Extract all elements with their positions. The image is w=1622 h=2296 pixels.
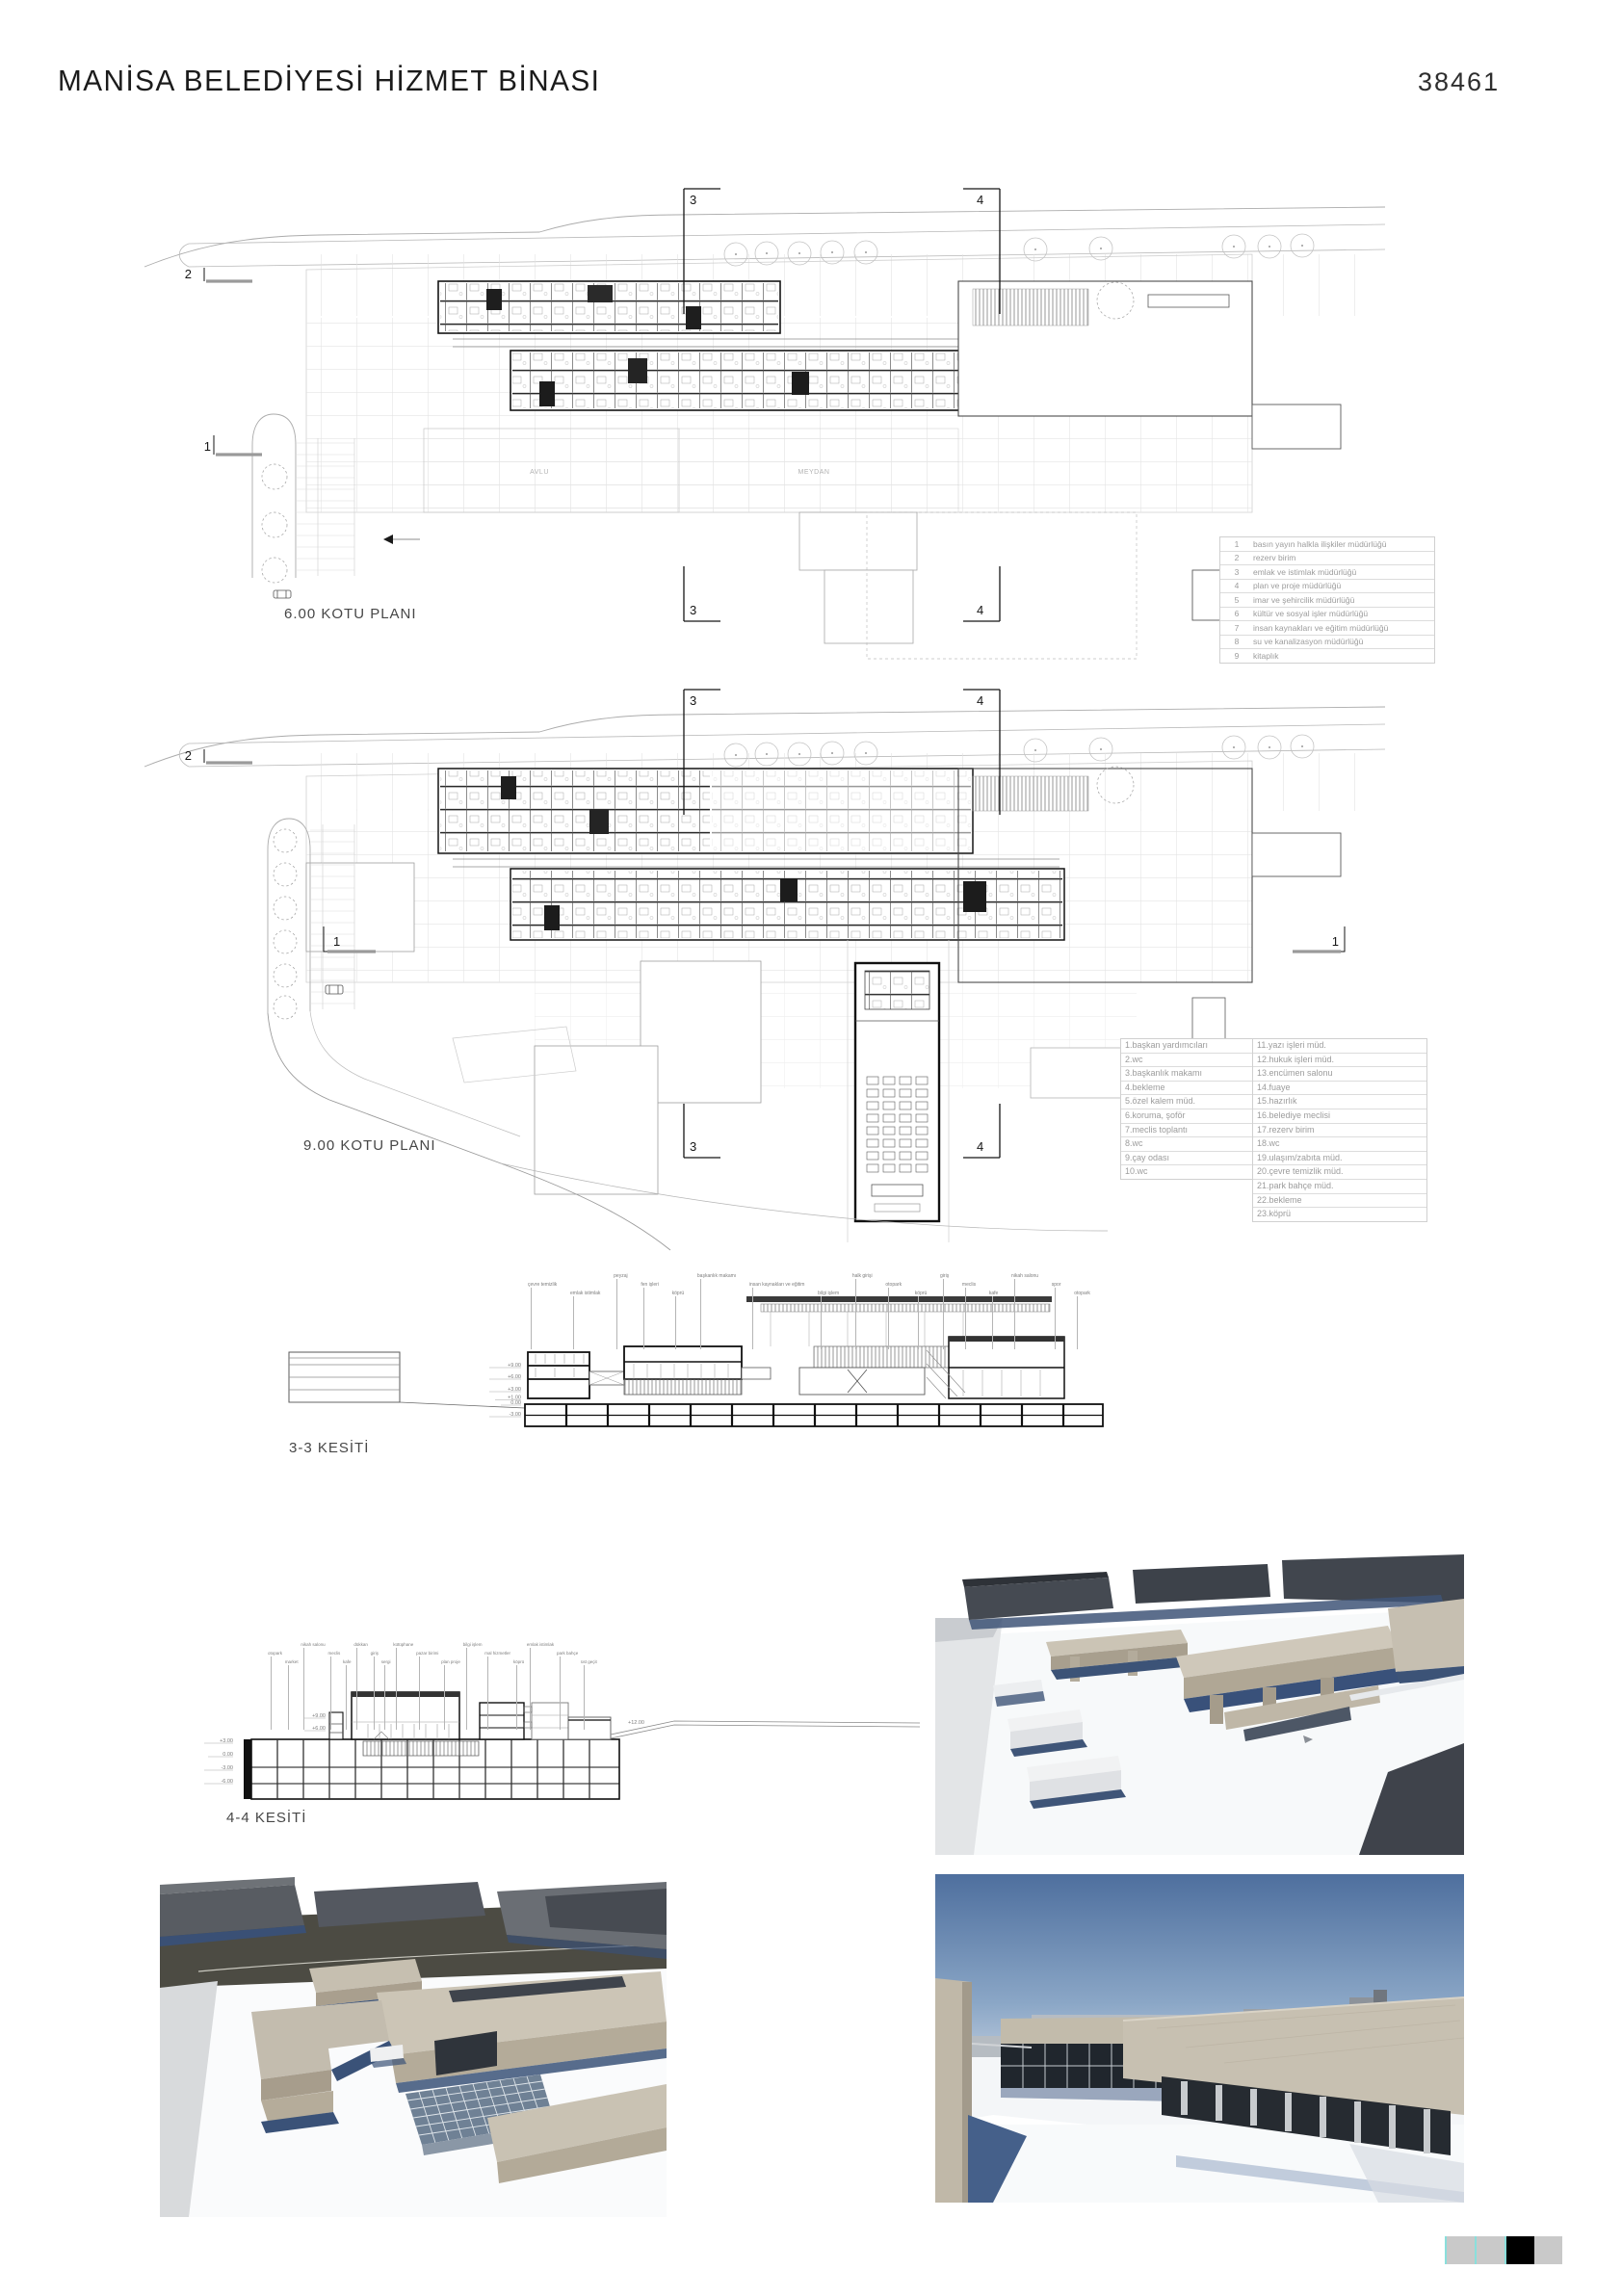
section-callout: nikah salonu xyxy=(301,1643,325,1730)
legend-row: 6.koruma, şoför xyxy=(1121,1109,1253,1124)
legend-row: 14.fuaye xyxy=(1253,1082,1426,1096)
leader-line xyxy=(1014,1279,1015,1349)
s33-elevation-block xyxy=(289,1352,525,1408)
legend-row-number: 9 xyxy=(1234,650,1240,661)
car-icon xyxy=(274,590,291,598)
marker-3-bottom: 3 xyxy=(690,603,697,617)
legend-row-number: 6 xyxy=(1234,609,1240,619)
leader-line xyxy=(855,1279,856,1349)
legend-row: 22.bekleme xyxy=(1253,1194,1426,1209)
marker-2: 2 xyxy=(184,267,192,281)
legend-row-number: 4 xyxy=(1234,581,1240,591)
leader-line xyxy=(374,1657,375,1731)
legend-row: 9.çay odası xyxy=(1121,1152,1253,1166)
leader-line xyxy=(396,1648,397,1731)
legend-row: 8.wc xyxy=(1121,1137,1253,1152)
marker-1-right: 1 xyxy=(1331,934,1339,949)
leader-line xyxy=(1055,1288,1056,1349)
svg-text:-3.00: -3.00 xyxy=(509,1412,521,1418)
leader-line xyxy=(616,1279,617,1349)
leader-line xyxy=(675,1296,676,1349)
leader-line xyxy=(330,1657,331,1731)
section-callout: market xyxy=(285,1643,299,1730)
legend-row: 1.başkan yardımcıları xyxy=(1121,1039,1253,1054)
marker-4-bottom: 4 xyxy=(977,1139,984,1154)
legend-row: 7.meclis toplantı xyxy=(1121,1124,1253,1138)
legend-row xyxy=(1220,565,1434,580)
section-4-4-callouts xyxy=(268,1643,597,1730)
legend-row-label: imar ve şehircilik müdürlüğü xyxy=(1253,594,1355,605)
svg-text:-3.00: -3.00 xyxy=(221,1765,233,1771)
section-3-3-label: 3-3 KESİTİ xyxy=(289,1440,370,1456)
legend-row-number: 7 xyxy=(1234,622,1240,633)
section-callout: nikah salonu xyxy=(1011,1274,1038,1349)
legend-row-label: kitaplık xyxy=(1253,650,1279,661)
legend-row-label: kültür ve sosyal işler müdürlüğü xyxy=(1253,609,1369,619)
legend-row-number: 3 xyxy=(1234,566,1240,577)
svg-text:0.00: 0.00 xyxy=(222,1752,233,1758)
marker-1-left: 1 xyxy=(333,934,341,949)
leader-line xyxy=(560,1657,561,1731)
section-callout: sergi xyxy=(381,1643,391,1730)
leader-line xyxy=(531,1288,532,1349)
render-aerial-skylight xyxy=(160,1877,667,2217)
legend-row: 12.hukuk işleri müd. xyxy=(1253,1054,1426,1068)
svg-text:+9.00: +9.00 xyxy=(508,1363,521,1369)
leader-line xyxy=(346,1665,347,1731)
legend-row-label: su ve kanalizasyon müdürlüğü xyxy=(1253,637,1364,647)
legend-row: 3.başkanlık makamı xyxy=(1121,1067,1253,1082)
marker-4-bottom: 4 xyxy=(977,603,984,617)
section-callout: üst geçit xyxy=(581,1643,597,1730)
section-callout: peyzaj xyxy=(614,1274,627,1349)
legend-row-number: 8 xyxy=(1234,637,1240,647)
legend-row xyxy=(1220,649,1434,663)
leader-line xyxy=(943,1279,944,1349)
legend-plan-9-right xyxy=(1252,1038,1427,1222)
page-title: MANİSA BELEDİYESİ HİZMET BİNASI xyxy=(58,64,601,97)
leader-line xyxy=(516,1665,517,1731)
render-perspective xyxy=(935,1874,1464,2203)
legend-row: 20.çevre temizlik müd. xyxy=(1253,1165,1426,1180)
legend-row: 19.ulaşım/zabıta müd. xyxy=(1253,1152,1426,1166)
plan6-label: 6.00 KOTU PLANI xyxy=(284,606,417,622)
svg-text:+9.00: +9.00 xyxy=(312,1713,326,1719)
leader-line xyxy=(752,1288,753,1349)
section-callout: kafe xyxy=(343,1643,352,1730)
section-callout: pazar birimi xyxy=(416,1643,438,1730)
marker-4-top: 4 xyxy=(977,193,984,207)
section-callout: park bahçe xyxy=(557,1643,578,1730)
leader-line xyxy=(288,1665,289,1731)
section-callout: otopark xyxy=(1074,1274,1090,1349)
s33-levels xyxy=(489,1363,521,1418)
legend-row xyxy=(1220,608,1434,622)
plaza-label: MEYDAN xyxy=(798,469,830,476)
leader-line xyxy=(888,1288,889,1349)
section-callout: spor xyxy=(1052,1274,1061,1349)
svg-text:+3.00: +3.00 xyxy=(508,1387,521,1393)
legend-row-label: plan ve proje müdürlüğü xyxy=(1253,581,1342,591)
leader-line xyxy=(918,1296,919,1349)
leader-line xyxy=(643,1288,644,1349)
legend-plan-9-left xyxy=(1120,1038,1254,1180)
svg-text:0.00: 0.00 xyxy=(510,1400,521,1406)
leader-line xyxy=(821,1296,822,1349)
section-callout: bilgi işlem xyxy=(818,1274,839,1349)
swatch-2 xyxy=(1475,2236,1504,2264)
legend-row xyxy=(1220,552,1434,566)
sheet-number: 38461 xyxy=(1418,67,1501,96)
leader-line xyxy=(466,1648,467,1731)
legend-row: 13.encümen salonu xyxy=(1253,1067,1426,1082)
leader-line xyxy=(356,1648,357,1731)
swatch-4 xyxy=(1534,2236,1562,2264)
leader-line xyxy=(271,1657,272,1731)
leader-line xyxy=(700,1279,701,1349)
legend-row xyxy=(1220,621,1434,636)
section-callout: halk girişi xyxy=(852,1274,873,1349)
section-callout: emlak istimlak xyxy=(570,1274,600,1349)
courtyard-label: AVLU xyxy=(530,469,549,476)
car-icon xyxy=(326,985,343,994)
section-callout: otopark xyxy=(268,1643,282,1730)
legend-row xyxy=(1220,537,1434,552)
section-callout: kütüphane xyxy=(393,1643,413,1730)
legend-row-label: rezerv birim xyxy=(1253,553,1296,563)
color-swatches xyxy=(1445,2236,1562,2264)
legend-row: 21.park bahçe müd. xyxy=(1253,1180,1426,1194)
marker-4-top: 4 xyxy=(977,693,984,708)
section-callout: fen işleri xyxy=(641,1274,659,1349)
leader-line xyxy=(419,1657,420,1731)
leader-line xyxy=(584,1665,585,1731)
leader-line xyxy=(992,1296,993,1349)
leader-line xyxy=(444,1665,445,1731)
legend-row: 11.yazı işleri müd. xyxy=(1253,1039,1426,1054)
legend-row-label: emlak ve istimlak müdürlüğü xyxy=(1253,566,1357,577)
section-callout: çevre temizlik xyxy=(528,1274,557,1349)
marker-2: 2 xyxy=(184,748,192,763)
leader-line xyxy=(303,1648,304,1731)
svg-text:+3.00: +3.00 xyxy=(220,1738,233,1744)
section-callout: köprü xyxy=(672,1274,685,1349)
legend-row: 23.köprü xyxy=(1257,1209,1292,1219)
leader-line xyxy=(965,1288,966,1349)
section-3-3-callouts xyxy=(528,1274,1090,1349)
leader-line xyxy=(530,1648,531,1731)
ramp-level-label: +12.00 xyxy=(628,1720,644,1726)
section-4-4-label: 4-4 KESİTİ xyxy=(226,1810,307,1826)
legend-row xyxy=(1220,580,1434,594)
legend-row: 17.rezerv birim xyxy=(1253,1124,1426,1138)
section-callout: giriş xyxy=(371,1643,379,1730)
marker-1: 1 xyxy=(203,439,211,454)
legend-row xyxy=(1220,636,1434,650)
marker-3-top: 3 xyxy=(690,693,697,708)
legend-row-number: 2 xyxy=(1234,553,1240,563)
council-hall xyxy=(848,940,949,1242)
legend-row: 15.hazırlık xyxy=(1253,1095,1426,1109)
svg-text:+6.00: +6.00 xyxy=(312,1726,326,1732)
svg-text:+1.00: +1.00 xyxy=(508,1395,521,1401)
svg-text:+6.00: +6.00 xyxy=(508,1374,521,1380)
legend-row-number: 5 xyxy=(1234,594,1240,605)
legend-row: 4.bekleme xyxy=(1121,1082,1253,1096)
legend-row: 10.wc xyxy=(1125,1166,1148,1177)
marker-3-bottom: 3 xyxy=(690,1139,697,1154)
leader-line xyxy=(573,1296,574,1349)
section-callout: insan kaynakları ve eğitim xyxy=(749,1274,805,1349)
legend-row: 5.özel kalem müd. xyxy=(1121,1095,1253,1109)
svg-text:-6.00: -6.00 xyxy=(221,1779,233,1785)
section-callout: köprü xyxy=(915,1274,928,1349)
swatch-3 xyxy=(1504,2236,1534,2264)
section-callout: mal hizmetler xyxy=(484,1643,510,1730)
legend-row xyxy=(1220,593,1434,608)
leader-line xyxy=(384,1665,385,1731)
legend-row: 2.wc xyxy=(1121,1054,1253,1068)
leader-line xyxy=(1077,1296,1078,1349)
legend-row: 16.belediye meclisi xyxy=(1253,1109,1426,1124)
section-callout: emlak istimlak xyxy=(527,1643,554,1730)
section-callout: otopark xyxy=(885,1274,902,1349)
section-callout: kafe xyxy=(989,1274,998,1349)
leader-line xyxy=(487,1657,488,1731)
legend-row: 18.wc xyxy=(1253,1137,1426,1152)
section-callout: meclis xyxy=(962,1274,976,1349)
section-callout: giriş xyxy=(940,1274,949,1349)
section-callout: köprü xyxy=(513,1643,524,1730)
legend-plan-6 xyxy=(1219,536,1435,664)
section-callout: bilgi işlem xyxy=(463,1643,483,1730)
legend-row-label: insan kaynakları ve eğitim müdürlüğü xyxy=(1253,622,1389,633)
marker-3-top: 3 xyxy=(690,193,697,207)
legend-row-label: basın yayın halkla ilişkiler müdürlüğü xyxy=(1253,538,1387,549)
section-callout: meclis xyxy=(327,1643,340,1730)
render-aerial-massing xyxy=(935,1551,1464,1855)
legend-row-number: 1 xyxy=(1234,538,1240,549)
section-callout: dükkan xyxy=(353,1643,368,1730)
section-callout: başkanlık makamı xyxy=(697,1274,736,1349)
plan9-label: 9.00 KOTU PLANI xyxy=(303,1137,436,1154)
section-callout: plan proje xyxy=(441,1643,460,1730)
swatch-1 xyxy=(1445,2236,1475,2264)
